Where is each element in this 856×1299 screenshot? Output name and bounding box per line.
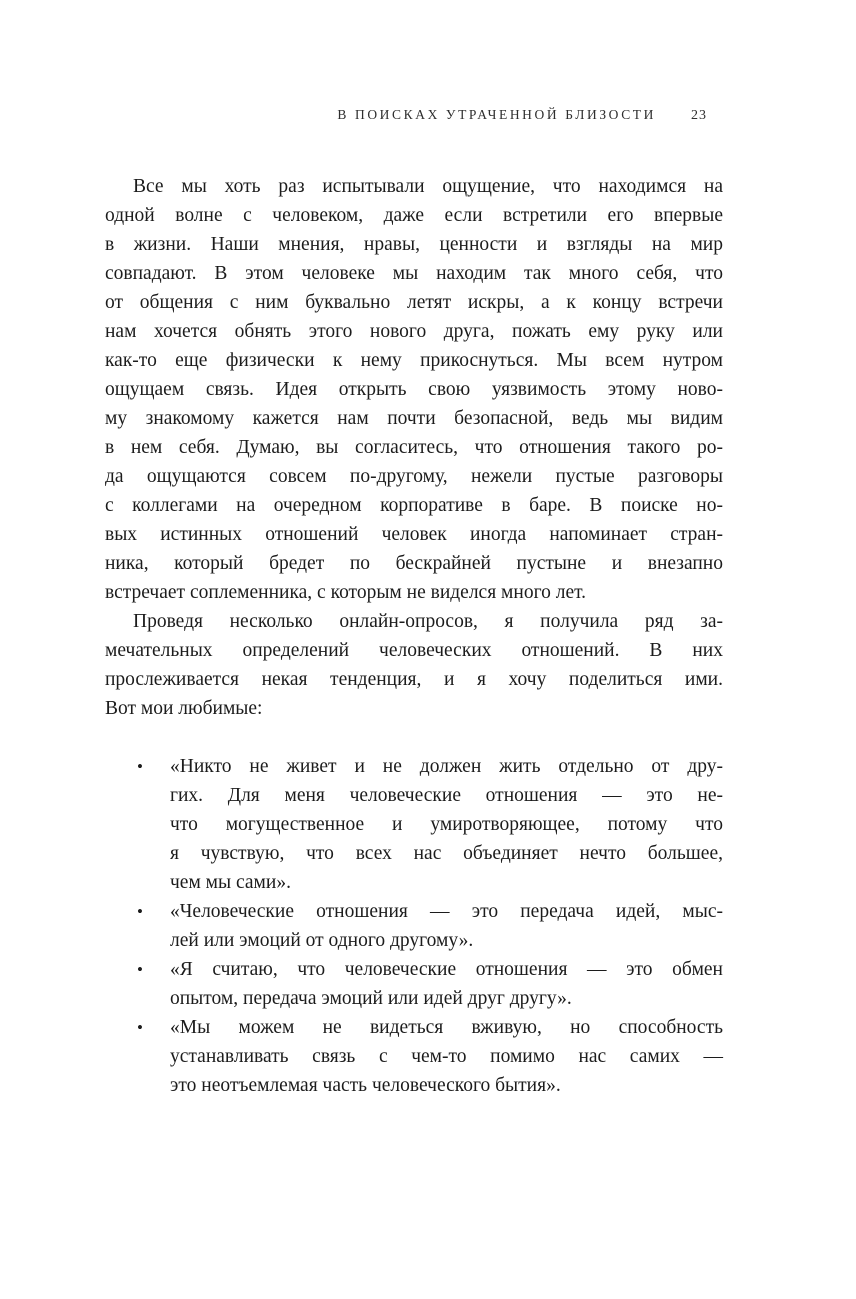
- running-title: В ПОИСКАХ УТРАЧЕННОЙ БЛИЗОСТИ: [337, 107, 656, 122]
- text-line: да ощущаются совсем по-другому, нежели пустые разговоры: [105, 466, 723, 487]
- bullet-list: [105, 752, 723, 1100]
- text-block: [105, 172, 723, 1100]
- text-line: «Я считаю, что человеческие отношения — это обмен: [170, 959, 723, 980]
- text-line: это неотъемлемая часть человеческого бытия».: [170, 1075, 561, 1096]
- text-line: Вот мои любимые:: [105, 698, 263, 719]
- bullet-icon: •: [137, 757, 143, 776]
- bullet-icon: •: [137, 960, 143, 979]
- text-line: совпадают. В этом человеке мы находим так много себя, что: [105, 263, 723, 284]
- bullet-item: [136, 955, 723, 1013]
- page-number: 23: [691, 108, 707, 123]
- paragraph: [105, 607, 723, 723]
- text-line: Все мы хоть раз испытывали ощущение, что находимся на: [133, 176, 723, 197]
- text-line: что могущественное и умиротворяющее, потому что: [170, 814, 723, 835]
- paragraph: [105, 172, 723, 607]
- text-line: нам хочется обнять этого нового друга, пожать ему руку или: [105, 321, 723, 342]
- bullet-icon: •: [137, 902, 143, 921]
- text-line: му знакомому кажется нам почти безопасной, ведь мы видим: [105, 408, 723, 429]
- text-line: «Никто не живет и не должен жить отдельно от дру-: [170, 756, 723, 777]
- text-line: «Мы можем не видеться вживую, но способность: [170, 1017, 723, 1038]
- bullet-item: [136, 1013, 723, 1100]
- text-line: «Человеческие отношения — это передача идей, мыс-: [170, 901, 723, 922]
- bullet-item: [136, 897, 723, 955]
- text-line: от общения с ним буквально летят искры, а к концу встречи: [105, 292, 723, 313]
- text-line: как-то еще физически к нему прикоснуться. Мы всем нутром: [105, 350, 723, 371]
- text-line: чем мы сами».: [170, 872, 291, 893]
- text-line: в нем себя. Думаю, вы согласитесь, что отношения такого ро-: [105, 437, 723, 458]
- text-line: ника, который бредет по бескрайней пустыне и внезапно: [105, 553, 723, 574]
- text-line: ощущаем связь. Идея открыть свою уязвимость этому ново-: [105, 379, 723, 400]
- bullet-icon: •: [137, 1018, 143, 1037]
- text-line: устанавливать связь с чем-то помимо нас самих —: [170, 1046, 723, 1067]
- text-line: в жизни. Наши мнения, нравы, ценности и взгляды на мир: [105, 234, 723, 255]
- text-line: я чувствую, что всех нас объединяет нечто большее,: [170, 843, 723, 864]
- bullet-item: [136, 752, 723, 897]
- text-line: с коллегами на очередном корпоративе в баре. В поиске но-: [105, 495, 723, 516]
- text-line: мечательных определений человеческих отношений. В них: [105, 640, 723, 661]
- text-line: гих. Для меня человеческие отношения — это не-: [170, 785, 723, 806]
- text-line: встречает соплеменника, с которым не виделся много лет.: [105, 582, 587, 603]
- text-line: лей или эмоций от одного другому».: [170, 930, 474, 951]
- text-line: прослеживается некая тенденция, и я хочу поделиться ими.: [105, 669, 723, 690]
- text-line: одной волне с человеком, даже если встретили его впервые: [105, 205, 723, 226]
- text-line: Проведя несколько онлайн-опросов, я получила ряд за-: [133, 611, 723, 632]
- running-head: [105, 106, 723, 125]
- text-line: вых истинных отношений человек иногда напоминает стран-: [105, 524, 723, 545]
- text-line: опытом, передача эмоций или идей друг другу».: [170, 988, 572, 1009]
